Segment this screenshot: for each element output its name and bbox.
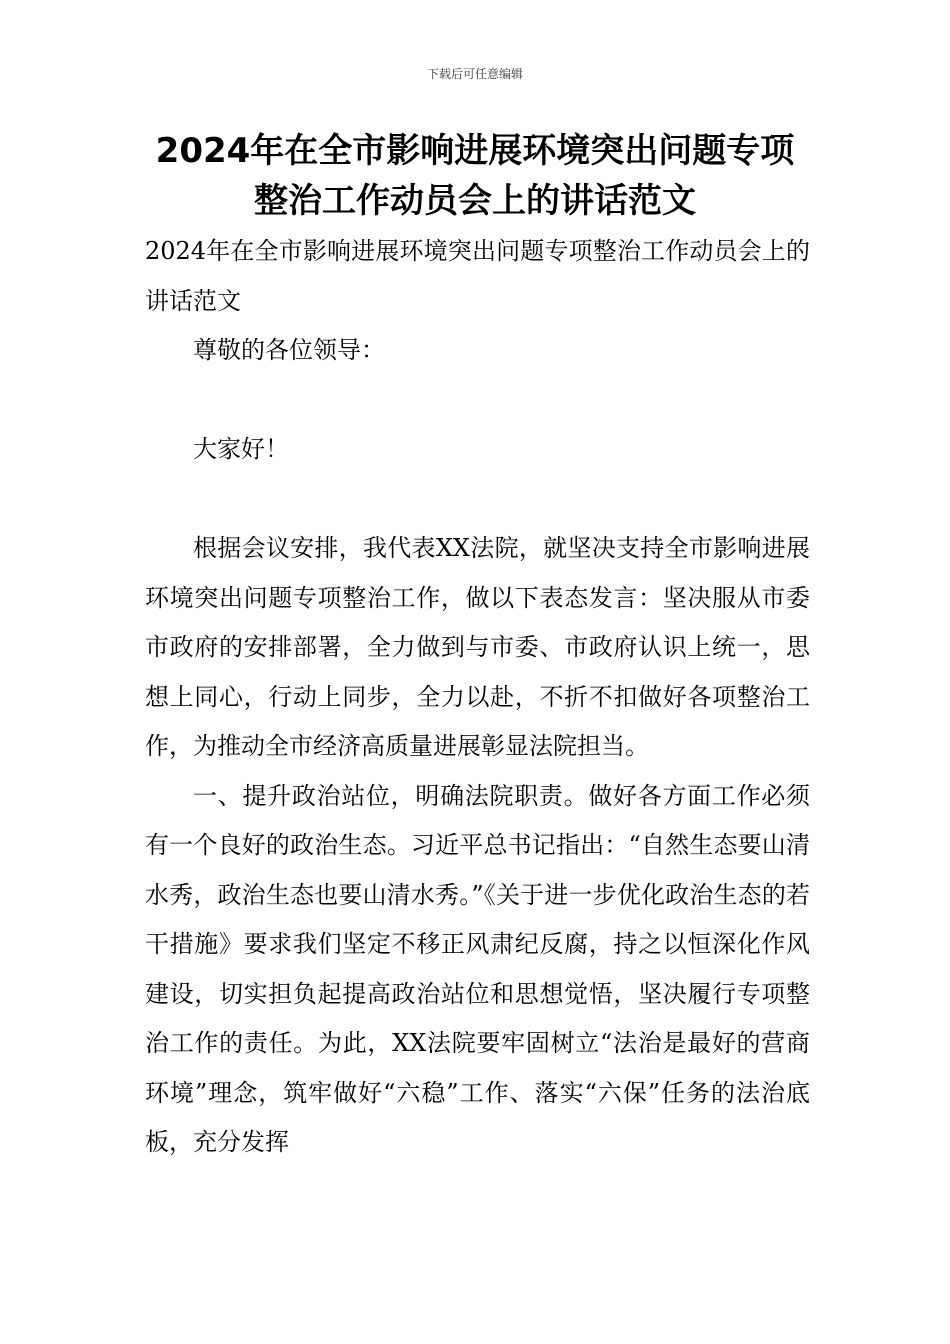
greeting: 大家好！	[193, 435, 289, 463]
document-title	[120, 126, 830, 226]
title-line-1: 2024年在全市影响进展环境突出问题专项	[155, 131, 795, 171]
header-note: 下载后可任意编辑	[426, 67, 523, 81]
body-paragraph-1: 根据会议安排，我代表XX法院，就坚决支持全市影响进展环境突出问题专项整治工作，做以下表态发言：坚决服从市委市政府的安排部署，全力做到与市委、市政府认识上统一，思想上同心，行动上同步，全力以赴，不折不扣做好各项整治工作，为推动全市经济高质量进展彰显法院担当。	[145, 534, 810, 760]
title-line-2: 整治工作动员会上的讲话范文	[254, 181, 696, 221]
subtitle-paragraph: 2024年在全市影响进展环境突出问题专项整治工作动员会上的讲话范文	[145, 237, 810, 315]
salutation: 尊敬的各位领导：	[193, 336, 385, 364]
document-body	[145, 227, 810, 1168]
body-paragraph-2: 一、提升政治站位，明确法院职责。做好各方面工作必须有一个良好的政治生态。习近平总书记指出：“自然生态要山清水秀，政治生态也要山清水秀。”《关于进一步优化政治生态的若干措施》要求我们坚定不移正风肃纪反腐，持之以恒深化作风建设，切实担负起提高政治站位和思想觉悟，坚决履行专项整治工作的责任。为此，XX法院要牢固树立“法治是最好的营商环境”理念，筑牢做好“六稳”工作、落实“六保”任务的法治底板，充分发挥	[145, 781, 810, 1156]
